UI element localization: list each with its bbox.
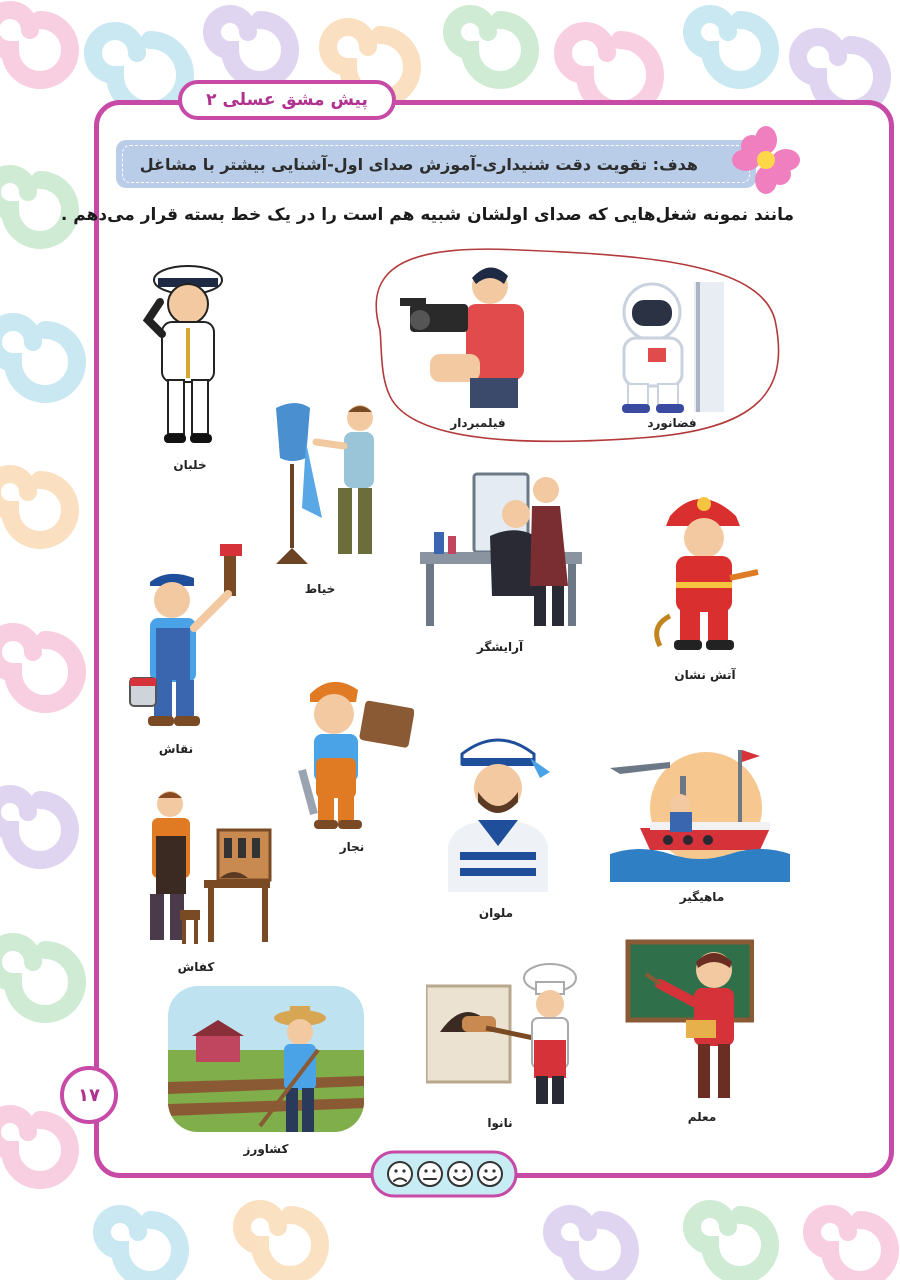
painter-figure	[128, 538, 256, 738]
sad-face-icon	[388, 1162, 412, 1186]
teacher-figure	[624, 938, 754, 1102]
cameraman-label: فیلمبردار	[450, 416, 506, 430]
fisherman-figure	[610, 746, 790, 882]
page-title: پیش مشق عسلی ۲	[178, 80, 396, 120]
sailor-label: ملوان	[478, 906, 514, 920]
baker-label: نانوا	[487, 1116, 513, 1130]
cameraman-figure	[400, 258, 532, 410]
neutral-face-icon	[418, 1162, 442, 1186]
firefighter-figure	[650, 486, 774, 652]
carpenter-label: نجار	[339, 840, 365, 854]
firefighter-label: آتش نشان	[674, 668, 736, 682]
pilot-figure	[140, 258, 236, 450]
happy-face-icon	[478, 1162, 502, 1186]
tailor-figure	[262, 398, 384, 568]
barber-figure	[420, 466, 582, 630]
fisherman-label: ماهیگیر	[679, 890, 725, 904]
self-assessment-faces	[370, 1146, 518, 1202]
farmer-label: کشاورز	[243, 1142, 289, 1156]
farmer-figure	[168, 986, 364, 1132]
astronaut-label: فضانورد	[647, 416, 697, 430]
sailor-figure	[444, 728, 552, 892]
goal-text: هدف: تقویت دقت شنیداری-آموزش صدای اول-آشنایی بیشتر با مشاغل	[139, 154, 698, 174]
page-number: ۱۷	[60, 1066, 118, 1124]
pilot-label: خلبان	[173, 458, 207, 472]
happy-face-icon	[448, 1162, 472, 1186]
instruction-text: مانند نمونه شغل‌هایی که صدای اولشان شبیه هم است را در یک خط بسته قرار می‌دهم .	[60, 205, 794, 225]
astronaut-figure	[608, 282, 732, 414]
barber-label: آرایشگر	[476, 640, 524, 654]
baker-figure	[426, 962, 582, 1112]
shoemaker-figure	[124, 790, 274, 946]
painter-label: نقاش	[158, 742, 194, 756]
teacher-label: معلم	[687, 1110, 717, 1124]
shoemaker-label: کفاش	[177, 960, 215, 974]
carpenter-figure	[296, 674, 414, 830]
tailor-label: خیاط	[304, 582, 336, 596]
